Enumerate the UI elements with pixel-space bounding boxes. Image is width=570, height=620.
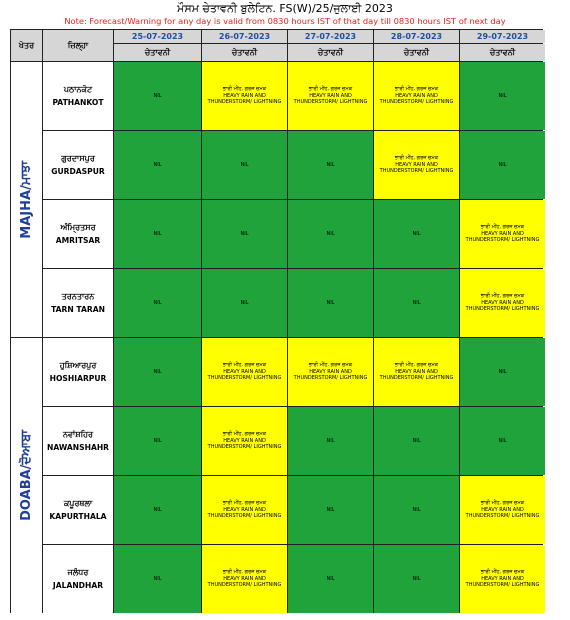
- header-warning-4: ਚੇਤਾਵਨੀ: [374, 44, 459, 61]
- warning-text: ਭਾਰੀ ਮੀਂਹ, ਗਰਜ ਚਮਕ: [308, 362, 353, 369]
- warning-cell-nil: [114, 407, 201, 475]
- header-warning-1: ਚੇਤਾਵਨੀ: [114, 44, 201, 61]
- warning-cell-heavy-rain: [374, 62, 459, 130]
- district-cell: [43, 338, 113, 406]
- region-label: MAJHA/ਮਾਝਾ: [19, 160, 34, 239]
- warning-cell-nil: [374, 200, 459, 268]
- warning-text: HEAVY RAIN AND: [223, 506, 266, 513]
- warning-text: THUNDERSTORM/ LIGHTNING: [207, 444, 282, 451]
- warning-text: ਭਾਰੀ ਮੀਂਹ, ਗਰਜ ਚਮਕ: [480, 569, 525, 576]
- warning-text: THUNDERSTORM/ LIGHTNING: [293, 99, 368, 106]
- header-district: ਜ਼ਿਲ੍ਹਾ: [43, 30, 113, 61]
- header-warning-5: ਚੇਤਾਵਨੀ: [460, 44, 545, 61]
- warning-text: THUNDERSTORM/ LIGHTNING: [379, 99, 454, 106]
- district-cell: [43, 407, 113, 475]
- warning-text: NIL: [498, 368, 507, 375]
- warning-text: NIL: [153, 506, 162, 513]
- warning-cell-nil: [114, 476, 201, 544]
- warning-text: NIL: [412, 299, 421, 306]
- warning-text: HEAVY RAIN AND: [223, 575, 266, 582]
- warning-cell-heavy-rain: [202, 62, 287, 130]
- warning-cell-nil: [288, 131, 373, 199]
- warning-text: ਭਾਰੀ ਮੀਂਹ, ਗਰਜ ਚਮਕ: [480, 224, 525, 231]
- validity-note: Note: Forecast/Warning for any day is valid from 0830 hours IST of that day till 0830 hours IST of next day: [64, 16, 506, 26]
- warning-text: NIL: [412, 575, 421, 582]
- warning-text: THUNDERSTORM/ LIGHTNING: [379, 168, 454, 175]
- district-name-punjabi: ਹੁਸ਼ਿਆਰਪੁਰ: [59, 360, 97, 370]
- district-name-english: TARN TARAN: [51, 304, 105, 314]
- warning-cell-nil: [460, 338, 545, 406]
- district-name-english: KAPURTHALA: [49, 511, 107, 521]
- warning-text: THUNDERSTORM/ LIGHTNING: [207, 375, 282, 382]
- warning-text: ਭਾਰੀ ਮੀਂਹ, ਗਰਜ ਚਮਕ: [222, 569, 267, 576]
- warning-cell-heavy-rain: [374, 338, 459, 406]
- warning-cell-nil: [460, 62, 545, 130]
- warning-text: NIL: [153, 299, 162, 306]
- warning-table: [10, 29, 543, 613]
- warning-text: NIL: [498, 92, 507, 99]
- warning-text: HEAVY RAIN AND: [309, 92, 352, 99]
- header-warning-2: ਚੇਤਾਵਨੀ: [202, 44, 287, 61]
- warning-cell-heavy-rain: [202, 338, 287, 406]
- warning-text: HEAVY RAIN AND: [223, 92, 266, 99]
- district-name-english: HOSHIARPUR: [49, 373, 107, 383]
- header-date-2: 26-07-2023: [202, 30, 287, 43]
- warning-text: NIL: [240, 230, 249, 237]
- page-title: ਮੌਸਮ ਚੇਤਾਵਨੀ ਬੁਲੇਟਿਨ. FS(W)/25/ਜੁਲਾਈ 2023: [177, 2, 393, 15]
- header-date-4: 28-07-2023: [374, 30, 459, 43]
- header-warning-3: ਚੇਤਾਵਨੀ: [288, 44, 373, 61]
- warning-text: HEAVY RAIN AND: [395, 368, 438, 375]
- header-date-5: 29-07-2023: [460, 30, 545, 43]
- warning-text: HEAVY RAIN AND: [395, 92, 438, 99]
- warning-text: NIL: [153, 230, 162, 237]
- warning-cell-heavy-rain: [460, 200, 545, 268]
- district-name-english: GURDASPUR: [51, 166, 105, 176]
- header-region: ਖੇਤਰ: [11, 30, 42, 61]
- warning-cell-nil: [202, 269, 287, 337]
- warning-cell-heavy-rain: [202, 476, 287, 544]
- warning-cell-heavy-rain: [374, 131, 459, 199]
- warning-cell-nil: [288, 269, 373, 337]
- warning-text: NIL: [153, 437, 162, 444]
- warning-text: NIL: [153, 368, 162, 375]
- district-cell: [43, 200, 113, 268]
- warning-text: NIL: [326, 437, 335, 444]
- district-name-punjabi: ਜਲੰਧਰ: [67, 567, 89, 577]
- warning-text: NIL: [153, 161, 162, 168]
- warning-cell-nil: [114, 131, 201, 199]
- warning-cell-nil: [374, 407, 459, 475]
- warning-text: THUNDERSTORM/ LIGHTNING: [207, 582, 282, 589]
- warning-cell-nil: [460, 407, 545, 475]
- warning-cell-nil: [202, 200, 287, 268]
- district-cell: [43, 62, 113, 130]
- warning-cell-nil: [288, 545, 373, 613]
- warning-text: THUNDERSTORM/ LIGHTNING: [465, 306, 540, 313]
- region-label: DOABA/ਦੋਆਬਾ: [19, 430, 34, 521]
- warning-text: NIL: [240, 161, 249, 168]
- district-name-english: AMRITSAR: [55, 235, 101, 245]
- region-cell: [11, 338, 42, 613]
- warning-text: THUNDERSTORM/ LIGHTNING: [465, 513, 540, 520]
- warning-text: ਭਾਰੀ ਮੀਂਹ, ਗਰਜ ਚਮਕ: [394, 86, 439, 93]
- region-cell: [11, 62, 42, 337]
- warning-text: HEAVY RAIN AND: [223, 368, 266, 375]
- warning-text: NIL: [326, 299, 335, 306]
- district-name-punjabi: ਪਠਾਨਕੋਟ: [63, 84, 93, 94]
- warning-cell-heavy-rain: [288, 62, 373, 130]
- warning-text: ਭਾਰੀ ਮੀਂਹ, ਗਰਜ ਚਮਕ: [308, 86, 353, 93]
- warning-text: ਭਾਰੀ ਮੀਂਹ, ਗਰਜ ਚਮਕ: [480, 500, 525, 507]
- warning-cell-nil: [460, 131, 545, 199]
- warning-text: ਭਾਰੀ ਮੀਂਹ, ਗਰਜ ਚਮਕ: [222, 86, 267, 93]
- district-cell: [43, 476, 113, 544]
- warning-cell-nil: [114, 545, 201, 613]
- warning-cell-nil: [114, 269, 201, 337]
- warning-cell-nil: [374, 476, 459, 544]
- district-name-punjabi: ਅੰਮ੍ਰਿਤਸਰ: [60, 222, 96, 232]
- warning-text: NIL: [326, 506, 335, 513]
- district-name-punjabi: ਨਵਾਂਸ਼ਹਿਰ: [62, 429, 94, 439]
- warning-text: NIL: [326, 575, 335, 582]
- warning-text: NIL: [498, 161, 507, 168]
- warning-text: ਭਾਰੀ ਮੀਂਹ, ਗਰਜ ਚਮਕ: [222, 500, 267, 507]
- warning-text: ਭਾਰੀ ਮੀਂਹ, ਗਰਜ ਚਮਕ: [222, 431, 267, 438]
- warning-text: NIL: [412, 230, 421, 237]
- district-cell: [43, 131, 113, 199]
- warning-text: THUNDERSTORM/ LIGHTNING: [465, 237, 540, 244]
- warning-text: HEAVY RAIN AND: [481, 299, 524, 306]
- warning-cell-heavy-rain: [460, 269, 545, 337]
- warning-cell-nil: [288, 476, 373, 544]
- warning-text: NIL: [412, 437, 421, 444]
- warning-text: ਭਾਰੀ ਮੀਂਹ, ਗਰਜ ਚਮਕ: [394, 155, 439, 162]
- warning-cell-nil: [114, 200, 201, 268]
- warning-text: THUNDERSTORM/ LIGHTNING: [465, 582, 540, 589]
- warning-cell-heavy-rain: [202, 407, 287, 475]
- warning-text: NIL: [153, 575, 162, 582]
- warning-text: HEAVY RAIN AND: [481, 575, 524, 582]
- warning-text: THUNDERSTORM/ LIGHTNING: [207, 99, 282, 106]
- warning-cell-heavy-rain: [460, 545, 545, 613]
- warning-text: ਭਾਰੀ ਮੀਂਹ, ਗਰਜ ਚਮਕ: [480, 293, 525, 300]
- district-name-english: NAWANSHAHR: [46, 442, 110, 452]
- district-name-punjabi: ਕਪੂਰਥਲਾ: [63, 498, 93, 508]
- warning-cell-heavy-rain: [288, 338, 373, 406]
- warning-cell-nil: [114, 62, 201, 130]
- header-date-1: 25-07-2023: [114, 30, 201, 43]
- warning-cell-nil: [288, 407, 373, 475]
- warning-cell-nil: [374, 545, 459, 613]
- warning-text: NIL: [240, 299, 249, 306]
- warning-text: NIL: [153, 92, 162, 99]
- warning-text: NIL: [326, 230, 335, 237]
- warning-text: HEAVY RAIN AND: [395, 161, 438, 168]
- warning-text: THUNDERSTORM/ LIGHTNING: [379, 375, 454, 382]
- warning-text: ਭਾਰੀ ਮੀਂਹ, ਗਰਜ ਚਮਕ: [222, 362, 267, 369]
- district-name-english: PATHANKOT: [52, 97, 104, 107]
- warning-text: NIL: [326, 161, 335, 168]
- district-name-english: JALANDHAR: [52, 580, 104, 590]
- warning-text: THUNDERSTORM/ LIGHTNING: [207, 513, 282, 520]
- warning-text: HEAVY RAIN AND: [481, 506, 524, 513]
- warning-text: HEAVY RAIN AND: [481, 230, 524, 237]
- warning-cell-nil: [374, 269, 459, 337]
- district-name-punjabi: ਗੁਰਦਾਸਪੁਰ: [61, 153, 95, 163]
- header-date-3: 27-07-2023: [288, 30, 373, 43]
- warning-cell-heavy-rain: [460, 476, 545, 544]
- district-cell: [43, 269, 113, 337]
- warning-cell-nil: [114, 338, 201, 406]
- district-name-punjabi: ਤਰਨਤਾਰਨ: [61, 291, 95, 301]
- warning-text: THUNDERSTORM/ LIGHTNING: [293, 375, 368, 382]
- warning-text: HEAVY RAIN AND: [309, 368, 352, 375]
- warning-text: NIL: [412, 506, 421, 513]
- district-cell: [43, 545, 113, 613]
- warning-cell-nil: [288, 200, 373, 268]
- warning-cell-heavy-rain: [202, 545, 287, 613]
- warning-cell-nil: [202, 131, 287, 199]
- warning-text: ਭਾਰੀ ਮੀਂਹ, ਗਰਜ ਚਮਕ: [394, 362, 439, 369]
- warning-text: HEAVY RAIN AND: [223, 437, 266, 444]
- warning-text: NIL: [498, 437, 507, 444]
